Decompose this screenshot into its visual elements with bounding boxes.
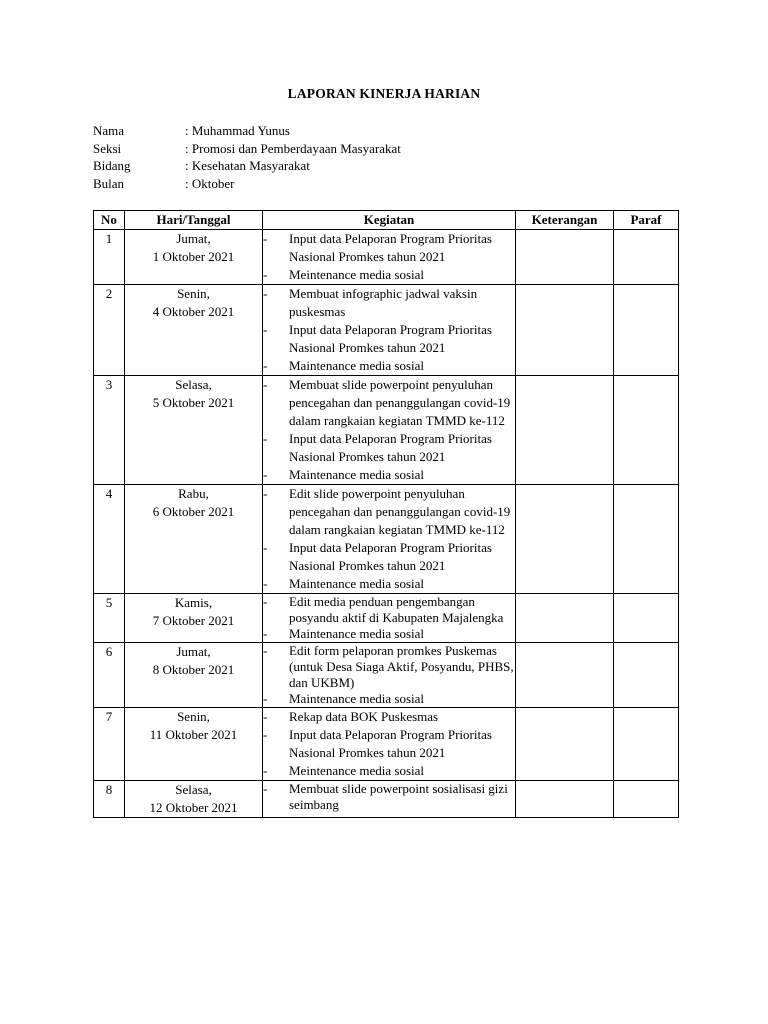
bullet-dash-icon: - — [263, 594, 268, 609]
row-number: 2 — [94, 285, 125, 376]
activity-item — [263, 230, 515, 266]
header-kegiatan: Kegiatan — [263, 211, 516, 230]
row-day-date — [125, 781, 263, 818]
row-number: 5 — [94, 594, 125, 643]
table-row — [94, 285, 679, 376]
table-row — [94, 643, 679, 708]
info-row-bulan — [93, 175, 401, 193]
activity-text: Meintenance media sosial — [289, 763, 425, 778]
row-day: Selasa, — [175, 782, 212, 797]
header-hari-tanggal: Hari/Tanggal — [125, 211, 263, 230]
row-day: Senin, — [177, 709, 210, 724]
info-label: Bidang — [93, 158, 131, 174]
activity-item — [263, 430, 515, 466]
activity-item — [263, 485, 515, 539]
row-paraf — [614, 285, 679, 376]
row-keterangan — [516, 376, 614, 485]
activity-text: Input data Pelaporan Program Prioritas Nasional Promkes tahun 2021 — [289, 431, 492, 464]
activity-item — [263, 575, 515, 593]
row-day-date — [125, 285, 263, 376]
row-activities — [263, 594, 516, 643]
row-keterangan — [516, 594, 614, 643]
employee-info — [93, 122, 401, 192]
bullet-dash-icon: - — [263, 781, 268, 796]
activity-text: Maintenance media sosial — [289, 626, 425, 641]
activity-text: Membuat slide powerpoint sosialisasi gizi seimbang — [289, 781, 508, 812]
row-number: 6 — [94, 643, 125, 708]
row-number: 1 — [94, 230, 125, 285]
row-day-date — [125, 594, 263, 643]
bullet-dash-icon: - — [263, 286, 268, 301]
activity-item — [263, 626, 515, 642]
row-activities — [263, 230, 516, 285]
activity-item — [263, 594, 515, 626]
row-activities — [263, 376, 516, 485]
info-value: : Kesehatan Masyarakat — [185, 158, 310, 174]
bullet-dash-icon: - — [263, 540, 268, 555]
row-keterangan — [516, 781, 614, 818]
activity-item — [263, 376, 515, 430]
activity-item — [263, 466, 515, 484]
table-row — [94, 485, 679, 594]
row-date: 1 Oktober 2021 — [152, 249, 235, 264]
row-day-date — [125, 376, 263, 485]
table-row — [94, 594, 679, 643]
activity-item — [263, 762, 515, 780]
activity-table — [93, 210, 679, 818]
bullet-dash-icon: - — [263, 467, 268, 482]
row-activities — [263, 643, 516, 708]
header-paraf: Paraf — [614, 211, 679, 230]
row-day-date — [125, 485, 263, 594]
row-day-date — [125, 643, 263, 708]
row-paraf — [614, 230, 679, 285]
bullet-dash-icon: - — [263, 626, 268, 641]
activity-text: Input data Pelaporan Program Prioritas Nasional Promkes tahun 2021 — [289, 727, 492, 760]
activity-text: Input data Pelaporan Program Prioritas Nasional Promkes tahun 2021 — [289, 540, 492, 573]
info-label: Bulan — [93, 175, 125, 191]
info-label: Nama — [93, 123, 125, 138]
row-date: 6 Oktober 2021 — [152, 504, 235, 519]
row-keterangan — [516, 708, 614, 781]
activity-item — [263, 726, 515, 762]
bullet-dash-icon: - — [263, 763, 268, 778]
bullet-dash-icon: - — [263, 322, 268, 337]
activity-text: Membuat infographic jadwal vaksin puskesmas — [289, 286, 478, 319]
activity-item — [263, 285, 515, 321]
row-day: Senin, — [177, 286, 210, 301]
row-date: 8 Oktober 2021 — [152, 662, 235, 677]
row-number: 3 — [94, 376, 125, 485]
row-paraf — [614, 708, 679, 781]
bullet-dash-icon: - — [263, 486, 268, 501]
table-row — [94, 230, 679, 285]
row-paraf — [614, 643, 679, 708]
table-body — [94, 230, 679, 818]
activity-text: Input data Pelaporan Program Prioritas Nasional Promkes tahun 2021 — [289, 231, 492, 264]
bullet-dash-icon: - — [263, 643, 268, 658]
bullet-dash-icon: - — [263, 231, 268, 246]
activity-text: Meintenance media sosial — [289, 267, 425, 282]
activity-item — [263, 708, 515, 726]
header-no: No — [94, 211, 125, 230]
row-day-date — [125, 230, 263, 285]
row-activities — [263, 485, 516, 594]
row-date: 12 Oktober 2021 — [149, 800, 238, 815]
row-paraf — [614, 376, 679, 485]
row-date: 5 Oktober 2021 — [152, 395, 235, 410]
activity-text: Edit media penduan pengembangan posyandu aktif di Kabupaten Majalengka — [289, 594, 504, 625]
row-day: Selasa, — [175, 377, 212, 392]
table-row — [94, 781, 679, 818]
activity-item — [263, 357, 515, 375]
activity-text: Input data Pelaporan Program Prioritas Nasional Promkes tahun 2021 — [289, 322, 492, 355]
info-value: : Oktober — [185, 175, 235, 191]
row-paraf — [614, 594, 679, 643]
report-title: LAPORAN KINERJA HARIAN — [287, 86, 481, 101]
info-value: : Muhammad Yunus — [185, 123, 290, 138]
row-day: Jumat, — [176, 644, 211, 659]
row-number: 4 — [94, 485, 125, 594]
bullet-dash-icon: - — [263, 431, 268, 446]
activity-text: Maintenance media sosial — [289, 358, 425, 373]
row-number: 7 — [94, 708, 125, 781]
table-header-row — [94, 211, 679, 230]
row-date: 4 Oktober 2021 — [152, 304, 235, 319]
activity-item — [263, 321, 515, 357]
activity-item — [263, 643, 515, 691]
row-day: Jumat, — [176, 231, 211, 246]
activity-text: Rekap data BOK Puskesmas — [289, 709, 439, 724]
row-activities — [263, 285, 516, 376]
row-activities — [263, 781, 516, 818]
activity-text: Edit slide powerpoint penyuluhan pencegahan dan penanggulangan covid-19 dalam rangkaian kegiatan TMMD ke-112 — [289, 486, 511, 537]
row-number: 8 — [94, 781, 125, 818]
row-date: 11 Oktober 2021 — [149, 727, 238, 742]
row-paraf — [614, 781, 679, 818]
activity-text: Edit form pelaporan promkes Puskemas (untuk Desa Siaga Aktif, Posyandu, PHBS, dan UKBM) — [289, 643, 514, 690]
row-paraf — [614, 485, 679, 594]
info-label: Seksi — [93, 140, 122, 156]
table-row — [94, 376, 679, 485]
bullet-dash-icon: - — [263, 709, 268, 724]
info-row-seksi — [93, 140, 401, 158]
row-day-date — [125, 708, 263, 781]
row-keterangan — [516, 285, 614, 376]
bullet-dash-icon: - — [263, 377, 268, 392]
activity-text: Maintenance media sosial — [289, 467, 425, 482]
bullet-dash-icon: - — [263, 358, 268, 373]
info-row-nama — [93, 122, 401, 140]
bullet-dash-icon: - — [263, 576, 268, 591]
bullet-dash-icon: - — [263, 691, 268, 706]
bullet-dash-icon: - — [263, 267, 268, 282]
row-activities — [263, 708, 516, 781]
activity-item — [263, 691, 515, 707]
activity-item — [263, 781, 515, 813]
info-row-bidang — [93, 157, 401, 175]
row-keterangan — [516, 230, 614, 285]
header-keterangan: Keterangan — [516, 211, 614, 230]
activity-text: Maintenance media sosial — [289, 576, 425, 591]
activity-text: Maintenance media sosial — [289, 691, 425, 706]
activity-item — [263, 266, 515, 284]
activity-item — [263, 539, 515, 575]
info-value: : Promosi dan Pemberdayaan Masyarakat — [185, 140, 401, 156]
row-date: 7 Oktober 2021 — [152, 613, 235, 628]
row-day: Kamis, — [174, 595, 213, 610]
row-keterangan — [516, 485, 614, 594]
table-row — [94, 708, 679, 781]
row-keterangan — [516, 643, 614, 708]
row-day: Rabu, — [178, 486, 209, 501]
activity-text: Membuat slide powerpoint penyuluhan pencegahan dan penanggulangan covid-19 dalam rangkaian kegiatan TMMD ke-112 — [289, 377, 511, 428]
bullet-dash-icon: - — [263, 727, 268, 742]
